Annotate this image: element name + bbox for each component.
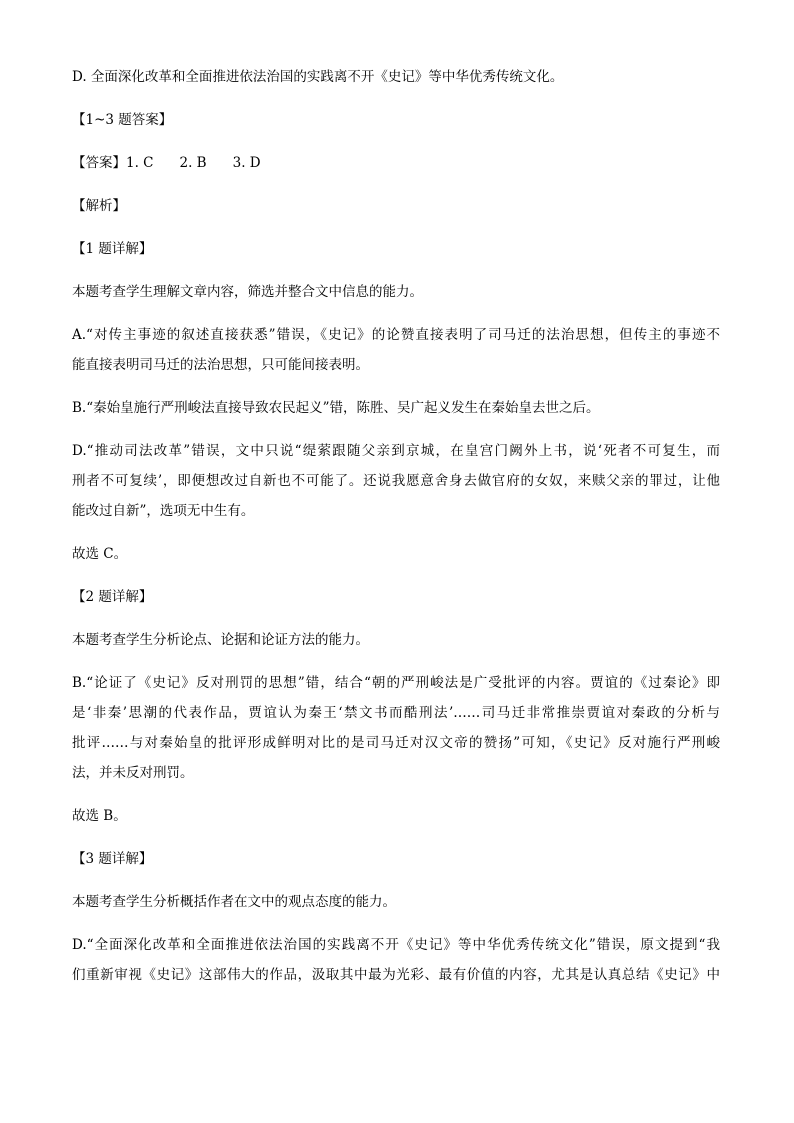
text-line: D.“全面深化改革和全面推进依法治国的实践离不开《史记》等中华优秀传统文化”错误，原文提到“我 xyxy=(72,937,720,953)
text-line: 本题考查学生理解文章内容，筛选并整合文中信息的能力。 xyxy=(72,284,423,300)
text-line: D.“推动司法改革”错误，文中只说“缇萦跟随父亲到京城，在皇宫门阙外上书，说‘死者不可复生，而 xyxy=(72,443,720,459)
q1-detail-heading xyxy=(72,234,720,264)
analysis-heading xyxy=(72,191,720,221)
text-line: 【解析】 xyxy=(72,198,126,214)
q1-option-b xyxy=(72,393,720,423)
text-line: 本题考查学生分析概括作者在文中的观点态度的能力。 xyxy=(72,894,396,910)
text-line: 刑者不可复续’，即便想改过自新也不可能了。还说我愿意舍身去做官府的女奴，来赎父亲的罪过，让他 xyxy=(72,473,720,489)
text-line: 【2 题详解】 xyxy=(72,589,153,605)
text-line: D. 全面深化改革和全面推进依法治国的实践离不开《史记》等中华优秀传统文化。 xyxy=(72,69,564,85)
answer-1: 1. C xyxy=(126,155,154,171)
text-line: 是‘非秦’思潮的代表作品，贾谊认为秦王‘禁文书而酷刑法’……司马迁非常推崇贾谊对秦政的分析与 xyxy=(72,705,720,721)
text-line: 们重新审视《史记》这部伟大的作品，汲取其中最为光彩、最有价值的内容，尤其是认真总结《史记》中 xyxy=(72,967,720,983)
text-line: B.“论证了《史记》反对刑罚的思想”错，结合“朝的严刑峻法是广受批评的内容。贾谊的《过秦论》即 xyxy=(72,675,720,691)
answer-2: 2. B xyxy=(179,155,207,171)
text-line: 【1~3 题答案】 xyxy=(72,112,173,128)
answer-label: 【答案】 xyxy=(72,155,126,171)
text-line: 能直接表明司马迁的法治思想，只可能间接表明。 xyxy=(72,357,369,373)
text-line: 【1 题详解】 xyxy=(72,241,153,257)
text-line xyxy=(72,148,720,178)
text-line: 本题考查学生分析论点、论据和论证方法的能力。 xyxy=(72,632,369,648)
text-line: A.“对传主事迹的叙述直接获悉”错误，《史记》的论赞直接表明了司马迁的法治思想，但传主的事迹不 xyxy=(72,327,720,343)
q3-option-d xyxy=(72,930,720,990)
q2-option-b xyxy=(72,668,720,788)
q2-conclusion xyxy=(72,801,720,831)
q1-option-a xyxy=(72,320,720,380)
q2-detail-heading xyxy=(72,582,720,612)
answer-3: 3. D xyxy=(232,155,261,171)
text-line: B.“秦始皇施行严刑峻法直接导致农民起义”错，陈胜、吴广起义发生在秦始皇去世之后。 xyxy=(72,400,600,416)
q3-detail-heading xyxy=(72,844,720,874)
text-line: 法，并未反对刑罚。 xyxy=(72,765,194,781)
q1-option-d xyxy=(72,436,720,526)
text-line: 【3 题详解】 xyxy=(72,851,153,867)
text-line: 故选 C。 xyxy=(72,546,128,562)
q2-intro xyxy=(72,625,720,655)
answer-section-heading xyxy=(72,105,720,135)
q1-conclusion xyxy=(72,539,720,569)
text-line: 故选 B。 xyxy=(72,808,127,824)
option-d-statement xyxy=(72,62,720,92)
q1-intro xyxy=(72,277,720,307)
text-line: 批评……与对秦始皇的批评形成鲜明对比的是司马迁对汉文帝的赞扬”可知，《史记》反对施行严刑峻 xyxy=(72,735,720,751)
text-line: 能改过自新”，选项无中生有。 xyxy=(72,503,255,519)
q3-intro xyxy=(72,887,720,917)
answer-line xyxy=(72,148,720,178)
document-page xyxy=(72,62,720,1003)
